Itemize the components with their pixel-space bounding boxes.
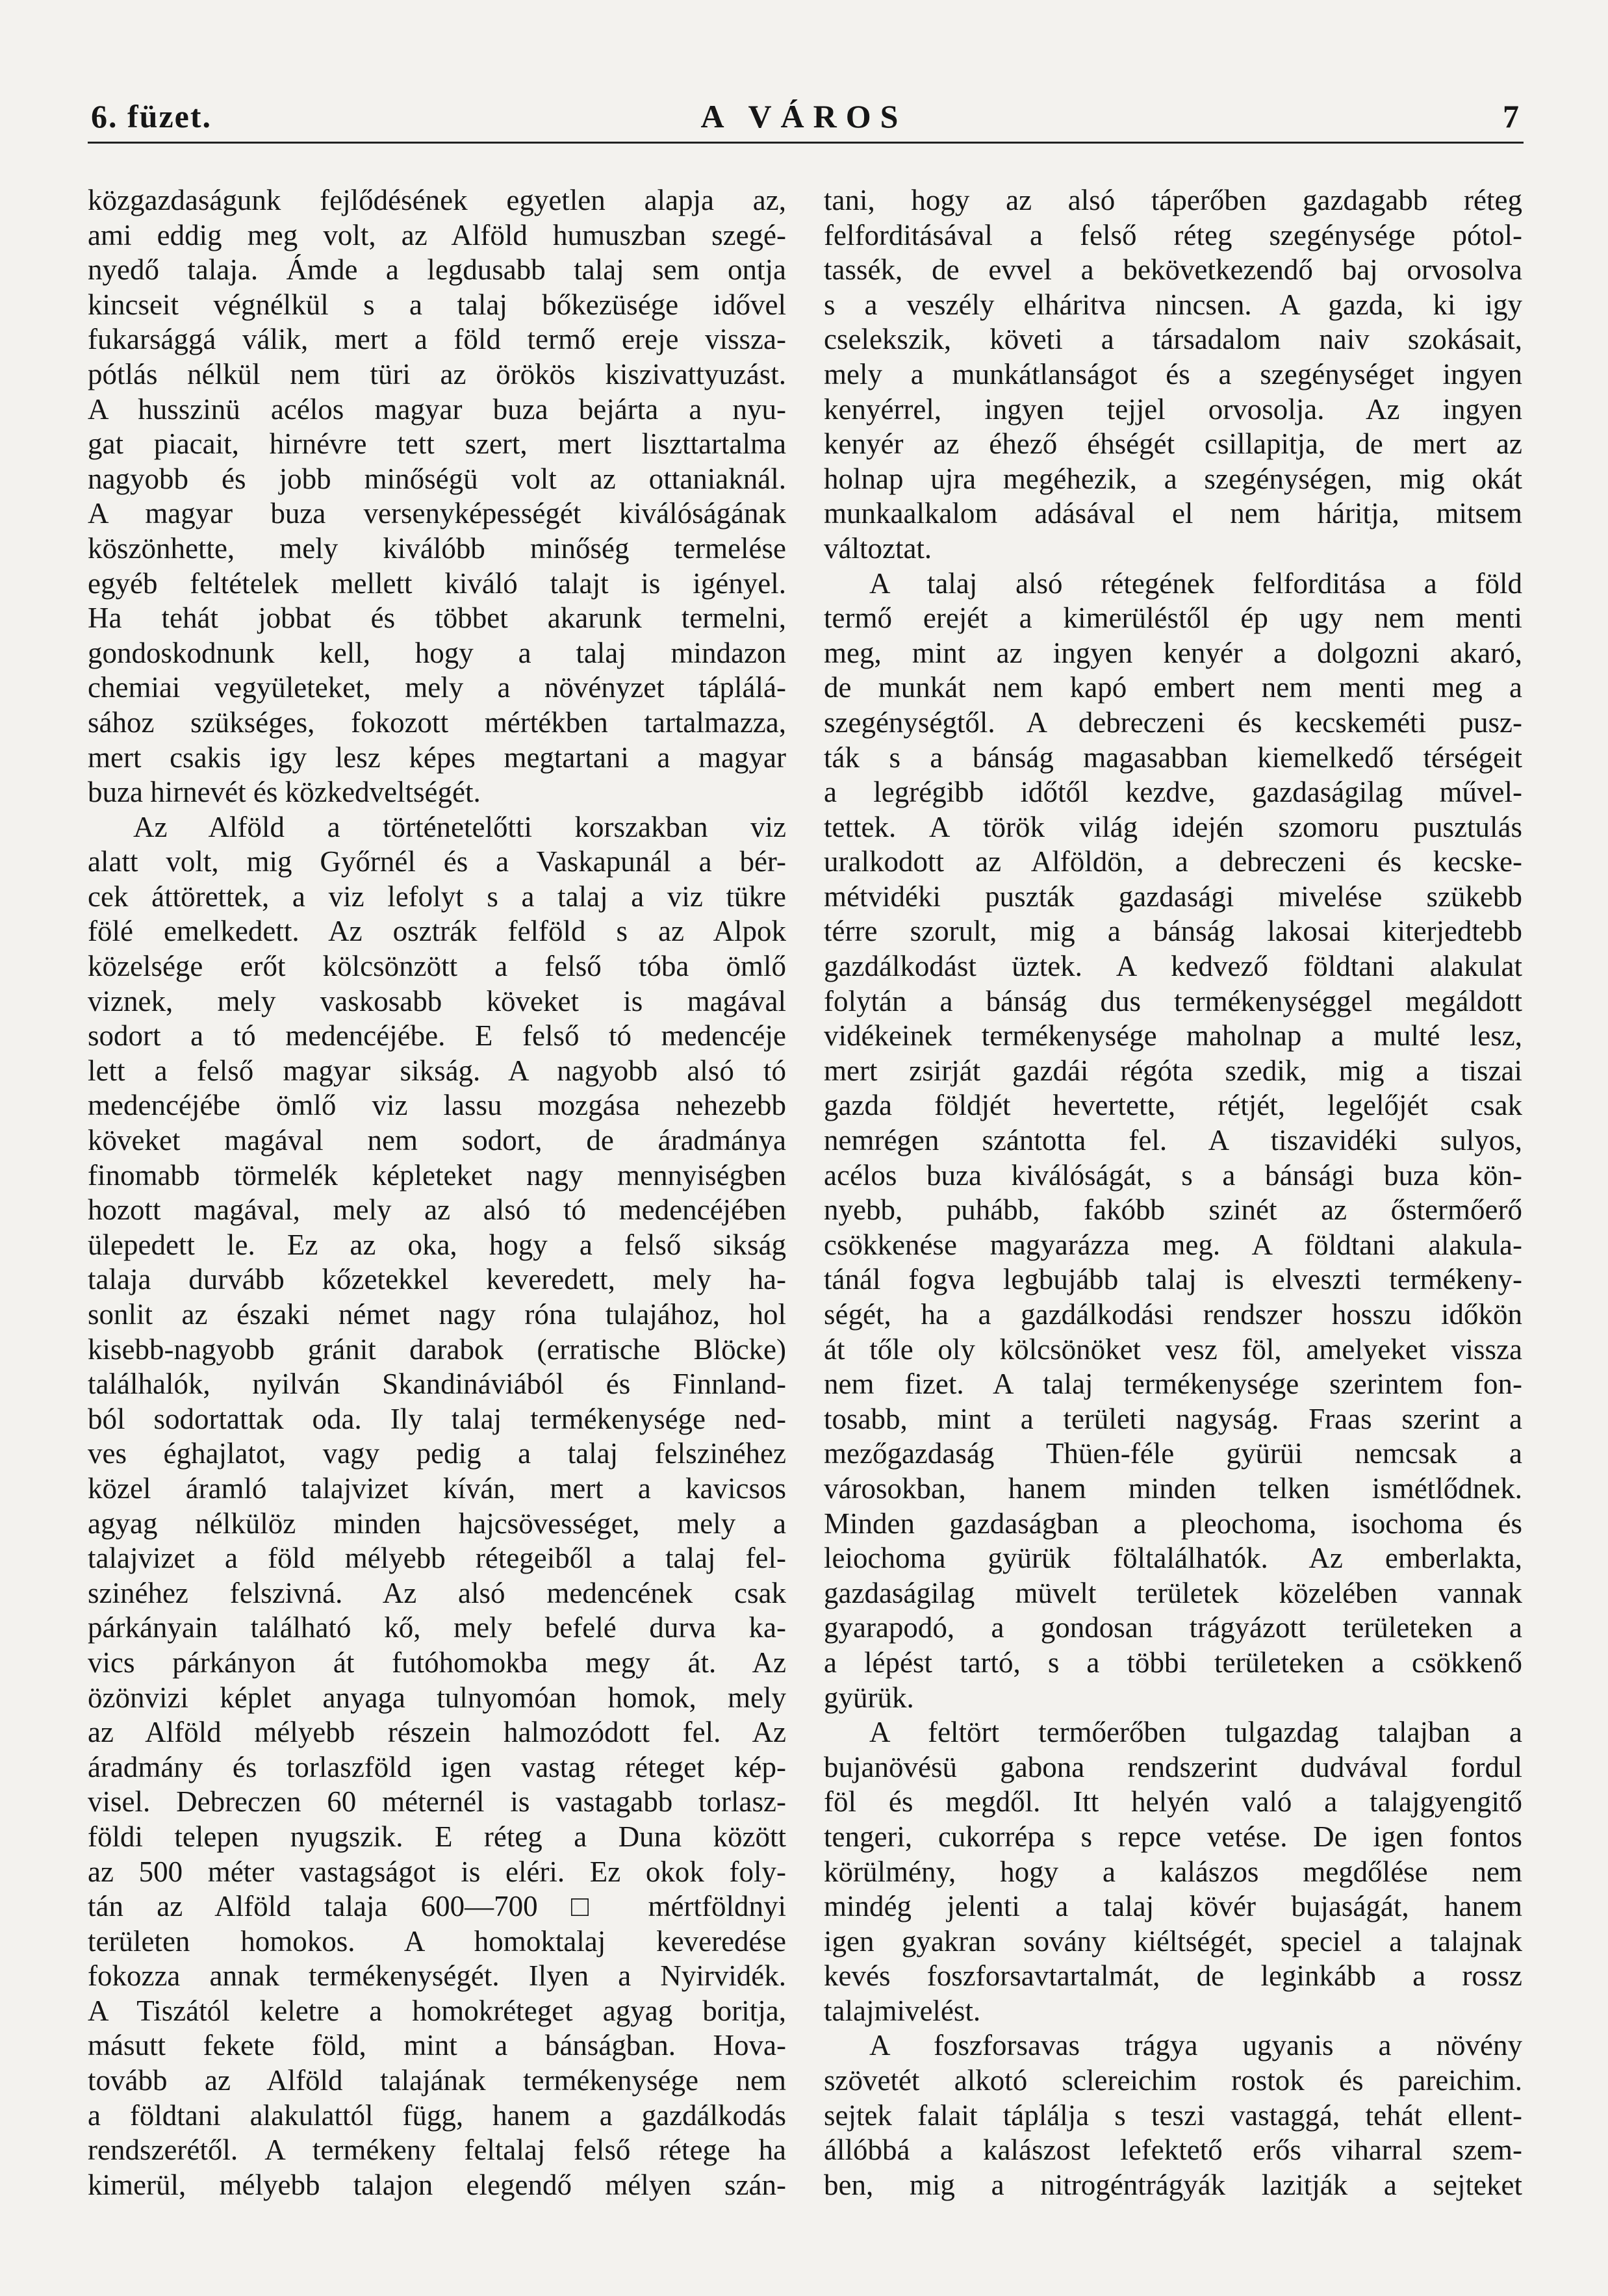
- text-line: a lépést tartó, s a többi területeken a csökkenő: [824, 1646, 1522, 1679]
- text-line: holnap ujra megéhezik, a szegénységen, mig okát: [824, 462, 1522, 495]
- text-line: finomabb törmelék képleteket nagy mennyiségben: [88, 1158, 786, 1192]
- text-line: kisebb-nagyobb gránit darabok (erratische Blöcke): [88, 1333, 786, 1366]
- text-line: özönvizi képlet anyaga tulnyomóan homok, mely: [88, 1681, 786, 1714]
- page-number: 7: [1503, 98, 1520, 134]
- text-line: meg, mint az ingyen kenyér a dolgozni akaró,: [824, 636, 1522, 669]
- right-column: [824, 183, 1522, 2202]
- text-line: ves éghajlatot, vagy pedig a talaj felszinéhez: [88, 1437, 786, 1470]
- text-line: át tőle oly kölcsönöket vesz föl, amelyeket vissza: [824, 1333, 1522, 1366]
- text-line: mely a munkátlanságot és a szegénységet ingyen: [824, 357, 1522, 390]
- text-line: sonlit az északi német nagy róna tulajához, hol: [88, 1298, 786, 1331]
- text-line: ségét, ha a gazdálkodási rendszer hosszu időkön: [824, 1298, 1522, 1331]
- text-line: ülepedett le. Ez az oka, hogy a felső sikság: [88, 1228, 786, 1261]
- text-line: tani, hogy az alsó táperőben gazdagabb réteg: [824, 184, 1522, 216]
- text-line: chemiai vegyületeket, mely a növényzet táplálá-: [88, 671, 786, 704]
- text-line: tengeri, cukorrépa s repce vetése. De igen fontos: [824, 1820, 1522, 1853]
- issue-number: 6. füzet.: [91, 98, 212, 134]
- text-line: a legrégibb időtől kezdve, gazdaságilag művel-: [824, 776, 1522, 809]
- text-line: gondoskodnunk kell, hogy a talaj mindazon: [88, 636, 786, 669]
- text-line: ami eddig meg volt, az Alföld humuszban szegé-: [88, 218, 786, 251]
- text-line: föl és megdől. Itt helyén való a talajgyengitő: [824, 1785, 1522, 1818]
- text-line: A foszforsavas trágya ugyanis a növény: [869, 2029, 1522, 2062]
- text-line: sodort a tó medencéjébe. E felső tó medencéje: [88, 1019, 786, 1052]
- text-line: viznek, mely vaskosabb köveket is magával: [88, 984, 786, 1017]
- text-line: talajvizet a föld mélyebb rétegeiből a talaj fel-: [88, 1542, 786, 1575]
- text-line: fukarsággá válik, mert a föld termő ereje vissza-: [88, 323, 786, 356]
- text-line: acélos buza kiválóságát, s a bánsági buza kön-: [824, 1158, 1522, 1192]
- text-line: tán az Alföld talaja 600—700 □ mértföldnyi: [88, 1890, 786, 1923]
- text-line: A Tiszától keletre a homokréteget agyag boritja,: [88, 1994, 786, 2027]
- text-line: ták s a bánság magasabban kiemelkedő térségeit: [824, 741, 1522, 774]
- text-line: rendszerétől. A termékeny feltalaj felső rétege ha: [88, 2134, 786, 2167]
- text-line: gyürük.: [824, 1681, 914, 1714]
- text-line: nemrégen szántotta fel. A tiszavidéki sulyos,: [824, 1124, 1522, 1157]
- text-line: folytán a bánság dus termékenységgel megáldott: [824, 984, 1522, 1017]
- text-line: talajmivelést.: [824, 1994, 981, 2027]
- text-line: körülmény, hogy a kalászos megdőlése nem: [824, 1855, 1522, 1888]
- text-line: vics párkányon át futóhomokba megy át. Az: [88, 1646, 786, 1679]
- text-line: A talaj alsó rétegének felforditása a föld: [869, 567, 1522, 600]
- text-line: termő erejét a kimerüléstől ép ugy nem menti: [824, 602, 1522, 635]
- text-line: sejtek falait táplálja s teszi vastaggá, tehát ellent-: [824, 2098, 1522, 2132]
- text-line: tassék, de evvel a bekövetkezendő baj orvosolva: [824, 253, 1522, 287]
- text-line: uralkodott az Alföldön, a debreczeni és kecske-: [824, 845, 1522, 878]
- text-line: másutt fekete föld, mint a bánságban. Hova-: [88, 2029, 786, 2062]
- text-line: leiochoma gyürük föltalálhatók. Az emberlakta,: [824, 1542, 1522, 1575]
- text-line: mezőgazdaság Thüen-féle gyürüi nemcsak a: [824, 1437, 1522, 1470]
- text-line: fölé emelkedett. Az osztrák felföld s az Alpok: [88, 915, 786, 948]
- text-line: Ha tehát jobbat és többet akarunk termelni,: [88, 602, 786, 635]
- text-line: szegénységtől. A debreczeni és kecskeméti pusz-: [824, 706, 1522, 739]
- text-line: vidékeinek termékenysége maholnap a multé lesz,: [824, 1019, 1522, 1052]
- text-line: szövetét alkotó sclereichim rostok és pareichim.: [824, 2064, 1522, 2097]
- text-line: cek áttörettek, a viz lefolyt s a talaj a viz tükre: [88, 880, 786, 913]
- text-line: talaja durvább kőzetekkel keveredett, mely ha-: [88, 1263, 786, 1296]
- journal-title: A VÁROS: [700, 98, 908, 134]
- text-line: városokban, hanem minden telken ismétlődnek.: [824, 1472, 1522, 1505]
- text-line: áradmány és torlaszföld igen vastag réteget kép-: [88, 1750, 786, 1783]
- text-line: agyag nélkülöz minden hajcsövességet, mely a: [88, 1507, 786, 1540]
- text-line: hozott magával, mely az alsó tó medencéjében: [88, 1193, 786, 1227]
- left-column: [88, 183, 786, 2202]
- text-line: gyarapodó, a gondosan trágyázott területeken a: [824, 1611, 1522, 1644]
- text-line: nyebb, puhább, fakóbb szinét az őstermőerő: [824, 1193, 1522, 1227]
- text-line: munkaalkalom adásával el nem háritja, mitsem: [824, 497, 1522, 530]
- text-line: szinéhez felszivná. Az alsó medencének csak: [88, 1576, 786, 1609]
- text-line: párkányain található kő, mely befelé durva ka-: [88, 1611, 786, 1644]
- text-line: felforditásával a felső réteg szegénysége pótol-: [824, 218, 1522, 251]
- text-line: medencéjébe ömlő viz lassu mozgása nehezebb: [88, 1089, 786, 1122]
- text-line: területen homokos. A homoktalaj keveredése: [88, 1924, 786, 1958]
- text-line: találhalók, nyilván Skandináviából és Finnland-: [88, 1368, 786, 1401]
- text-line: gat piacait, hirnévre tett szert, mert liszttartalma: [88, 427, 786, 461]
- text-line: közgazdaságunk fejlődésének egyetlen alapja az,: [88, 184, 786, 216]
- text-line: s a veszély elháritva nincsen. A gazda, ki igy: [824, 288, 1522, 321]
- text-line: mert zsirját gazdái régóta szedik, mig a tiszai: [824, 1054, 1522, 1087]
- text-line: A feltört termőerőben tulgazdag talajban a: [869, 1716, 1522, 1749]
- text-line: gazda földjét hevertette, rétjét, legelőjét csak: [824, 1089, 1522, 1122]
- text-line: buza hirnevét és közkedveltségét.: [88, 776, 481, 809]
- text-line: Az Alföld a történetelőtti korszakban viz: [133, 810, 786, 843]
- text-line: köveket magával nem sodort, de áradmánya: [88, 1124, 786, 1157]
- text-line: a földtani alakulattól függ, hanem a gazdálkodás: [88, 2098, 786, 2132]
- text-line: térre szorult, mig a bánság lakosai kiterjedtebb: [824, 915, 1522, 948]
- text-line: kevés foszforsavtartalmát, de leginkább a rossz: [824, 1959, 1522, 1993]
- text-line: kincseit végnélkül s a talaj bőkezüsége idővel: [88, 288, 786, 321]
- text-line: közelsége erőt kölcsönzött a felső tóba ömlő: [88, 950, 786, 983]
- text-line: változtat.: [824, 531, 932, 565]
- text-line: csökkenése magyarázza meg. A földtani alakula-: [824, 1228, 1522, 1261]
- text-line: földi telepen nyugszik. E réteg a Duna között: [88, 1820, 786, 1853]
- text-line: nem fizet. A talaj termékenysége szerintem fon-: [824, 1368, 1522, 1401]
- text-line: alatt volt, mig Győrnél és a Vaskapunál a bér-: [88, 845, 786, 878]
- text-line: visel. Debreczen 60 méternél is vastagabb torlasz-: [88, 1785, 786, 1818]
- text-line: Minden gazdaságban a pleochoma, isochoma és: [824, 1507, 1522, 1540]
- text-line: ból sodortattak oda. Ily talaj termékenysége ned-: [88, 1402, 786, 1435]
- text-line: gazdaságilag müvelt területek közelében vannak: [824, 1576, 1522, 1609]
- text-line: pótlás nélkül nem türi az örökös kiszivattyuzást.: [88, 357, 786, 390]
- text-line: A magyar buza versenyképességét kiválóságának: [88, 497, 786, 530]
- text-line: sához szükséges, fokozott mértékben tartalmazza,: [88, 706, 786, 739]
- text-line: mert csakis igy lesz képes megtartani a magyar: [88, 741, 786, 774]
- text-line: tovább az Alföld talajának termékenysége nem: [88, 2064, 786, 2097]
- text-line: métvidéki puszták gazdasági mivelése szükebb: [824, 880, 1522, 913]
- text-line: lett a felső magyar sikság. A nagyobb alsó tó: [88, 1054, 786, 1087]
- text-line: gazdálkodást üztek. A kedvező földtani alakulat: [824, 950, 1522, 983]
- text-line: fokozza annak termékenységét. Ilyen a Nyirvidék.: [88, 1959, 786, 1993]
- text-line: igen gyakran sovány kiéltségét, speciel a talajnak: [824, 1924, 1522, 1958]
- text-line: egyéb feltételek mellett kiváló talajt is igényel.: [88, 567, 786, 600]
- text-line: tettek. A török világ idején szomoru pusztulás: [824, 810, 1522, 843]
- text-line: kimerül, mélyebb talajon elegendő mélyen szán-: [88, 2168, 786, 2201]
- text-line: mindég jelenti a talaj kövér bujaságát, hanem: [824, 1890, 1522, 1923]
- header-rule: [88, 142, 1524, 144]
- text-line: nyedő talaja. Ámde a legdusabb talaj sem ontja: [88, 253, 786, 287]
- text-line: köszönhette, mely kiválóbb minőség termelése: [88, 531, 786, 565]
- text-line: ben, mig a nitrogéntrágyák lazitják a sejteket: [824, 2168, 1522, 2201]
- text-line: nagyobb és jobb minőségü volt az ottaniaknál.: [88, 462, 786, 495]
- text-line: az 500 méter vastagságot is eléri. Ez okok foly-: [88, 1855, 786, 1888]
- text-line: A husszinü acélos magyar buza bejárta a nyu-: [88, 392, 786, 426]
- text-line: bujanövésü gabona rendszerint dudvával fordul: [824, 1750, 1522, 1783]
- text-line: kenyérrel, ingyen tejjel orvosolja. Az ingyen: [824, 392, 1522, 426]
- text-line: tosabb, mint a területi nagyság. Fraas szerint a: [824, 1402, 1522, 1435]
- text-line: de munkát nem kapó embert nem menti meg a: [824, 671, 1522, 704]
- text-line: az Alföld mélyebb részein halmozódott fel. Az: [88, 1716, 786, 1749]
- text-line: közel áramló talajvizet kíván, mert a kavicsos: [88, 1472, 786, 1505]
- text-line: cselekszik, követi a társadalom naiv szokásait,: [824, 323, 1522, 356]
- text-line: kenyér az éhező éhségét csillapitja, de mert az: [824, 427, 1522, 461]
- text-line: állóbbá a kalászost lefektető erős viharral szem-: [824, 2134, 1522, 2167]
- text-line: tánál fogva legbujább talaj is elveszti termékeny-: [824, 1263, 1522, 1296]
